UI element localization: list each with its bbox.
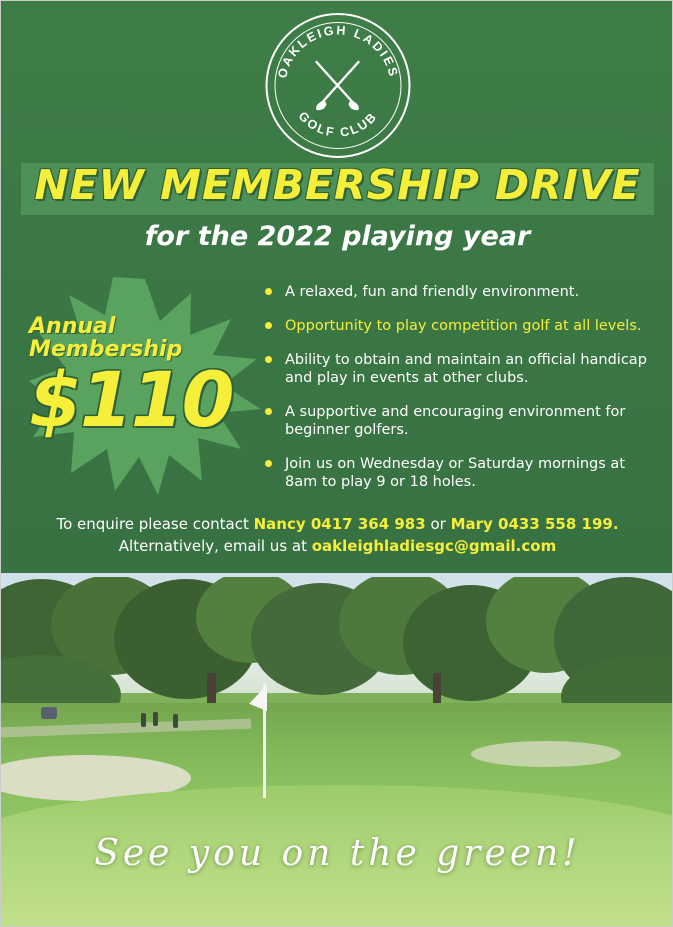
price-badge (29, 277, 261, 497)
page-title: NEW MEMBERSHIP DRIVE (34, 161, 641, 209)
logo-text-bottom-path (295, 109, 380, 140)
logo-text-bottom: GOLF CLUB (295, 108, 380, 140)
photo-golfer (141, 713, 146, 727)
logo-text-top: OAKLEIGH LADIES (274, 23, 401, 80)
bullet-dot-icon (265, 288, 272, 295)
price-badge-label-line1: Annual (29, 314, 116, 339)
club-logo (265, 13, 410, 158)
contact-email-prefix: Alternatively, email us at (118, 537, 312, 555)
photo-golf-cart (41, 707, 57, 719)
page-subtitle: for the 2022 playing year (144, 221, 531, 252)
photo-golfer (153, 712, 158, 726)
contact-block (1, 513, 673, 557)
bullet-dot-icon (265, 322, 272, 329)
contact-line-2 (1, 535, 673, 557)
contact-prefix: To enquire please contact (56, 515, 254, 533)
benefits-list (263, 283, 658, 507)
list-item (263, 351, 658, 387)
contact-name-1: Nancy 0417 364 983 (253, 515, 426, 533)
bullet-dot-icon (265, 408, 272, 415)
list-item-text: Ability to obtain and maintain an official handicap and play in events at other clubs. (285, 352, 647, 386)
list-item (263, 455, 658, 491)
crossed-golf-clubs-icon (303, 58, 373, 114)
contact-name-2: Mary 0433 558 199. (450, 515, 619, 533)
bullet-dot-icon (265, 460, 272, 467)
contact-conjunction: or (425, 515, 451, 533)
contact-line-1 (1, 513, 673, 535)
list-item-text: Join us on Wednesday or Saturday mornings at 8am to play 9 or 18 holes. (285, 456, 625, 490)
price-amount: $110 (29, 355, 233, 444)
photo-caption: See you on the green! (94, 833, 581, 874)
price-badge-label-line2: Membership (29, 337, 183, 362)
list-item (263, 317, 658, 335)
contact-email-link[interactable]: oakleighladiesgc@gmail.com (311, 537, 557, 555)
photo-golfer (173, 714, 178, 728)
bullet-dot-icon (265, 356, 272, 363)
photo-bunker-far (471, 741, 621, 767)
list-item-text: A relaxed, fun and friendly environment. (285, 284, 580, 300)
list-item (263, 403, 658, 439)
list-item (263, 283, 658, 301)
list-item-text: Opportunity to play competition golf at all levels. (285, 318, 642, 334)
list-item-text: A supportive and encouraging environment for beginner golfers. (285, 404, 626, 438)
top-green-panel (1, 1, 673, 573)
